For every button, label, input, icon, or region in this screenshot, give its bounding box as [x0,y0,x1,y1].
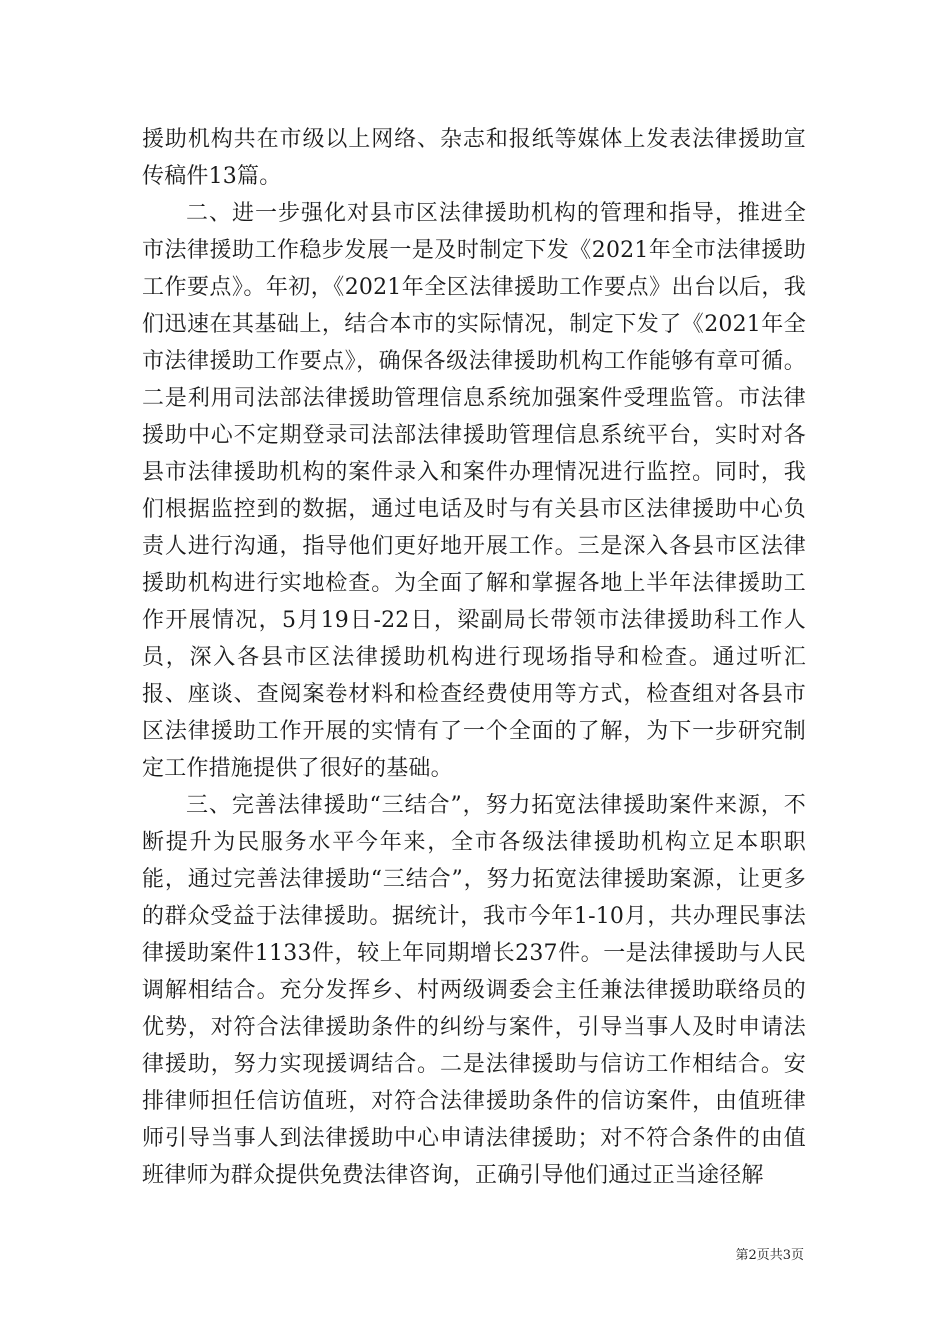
document-body [142,121,806,1194]
paragraph-continuation: 援助机构共在市级以上网络、杂志和报纸等媒体上发表法律援助宣传稿件13篇。 [142,127,806,189]
paragraph-section-three: 三、完善法律援助“三结合”，努力拓宽法律援助案件来源，不断提升为民服务水平今年来，全市各级法律援助机构立足本职职能，通过完善法律援助“三结合”，努力拓宽法律援助案源，让更多的群众受益于法律援助。据统计，我市今年1-10月，共办理民事法律援助案件1133件，较上年同期增长237件。一是法律援助与人民调解相结合。充分发挥乡、村两级调委会主任兼法律援助联络员的优势，对符合法律援助条件的纠纷与案件，引导当事人及时申请法律援助，努力实现援调结合。二是法律援助与信访工作相结合。安排律师担任信访值班，对符合法律援助条件的信访案件，由值班律师引导当事人到法律援助中心申请法律援助；对不符合条件的由值班律师为群众提供免费法律咨询，正确引导他们通过正当途径解 [142,793,806,1188]
page-number-footer: 第2页共3页 [735,1248,804,1263]
paragraph-section-two: 二、进一步强化对县市区法律援助机构的管理和指导，推进全市法律援助工作稳步发展一是及时制定下发《2021年全市法律援助工作要点》。年初，《2021年全区法律援助工作要点》出台以后，我们迅速在其基础上，结合本市的实际情况，制定下发了《2021年全市法律援助工作要点》，确保各级法律援助机构工作能够有章可循。二是利用司法部法律援助管理信息系统加强案件受理监管。市法律援助中心不定期登录司法部法律援助管理信息系统平台，实时对各县市法律援助机构的案件录入和案件办理情况进行监控。同时，我们根据监控到的数据，通过电话及时与有关县市区法律援助中心负责人进行沟通，指导他们更好地开展工作。三是深入各县市区法律援助机构进行实地检查。为全面了解和掌握各地上半年法律援助工作开展情况，5月19日-22日，梁副局长带领市法律援助科工作人员，深入各县市区法律援助机构进行现场指导和检查。通过听汇报、座谈、查阅案卷材料和检查经费使用等方式，检查组对各县市区法律援助工作开展的实情有了一个全面的了解，为下一步研究制定工作措施提供了很好的基础。 [142,201,806,781]
